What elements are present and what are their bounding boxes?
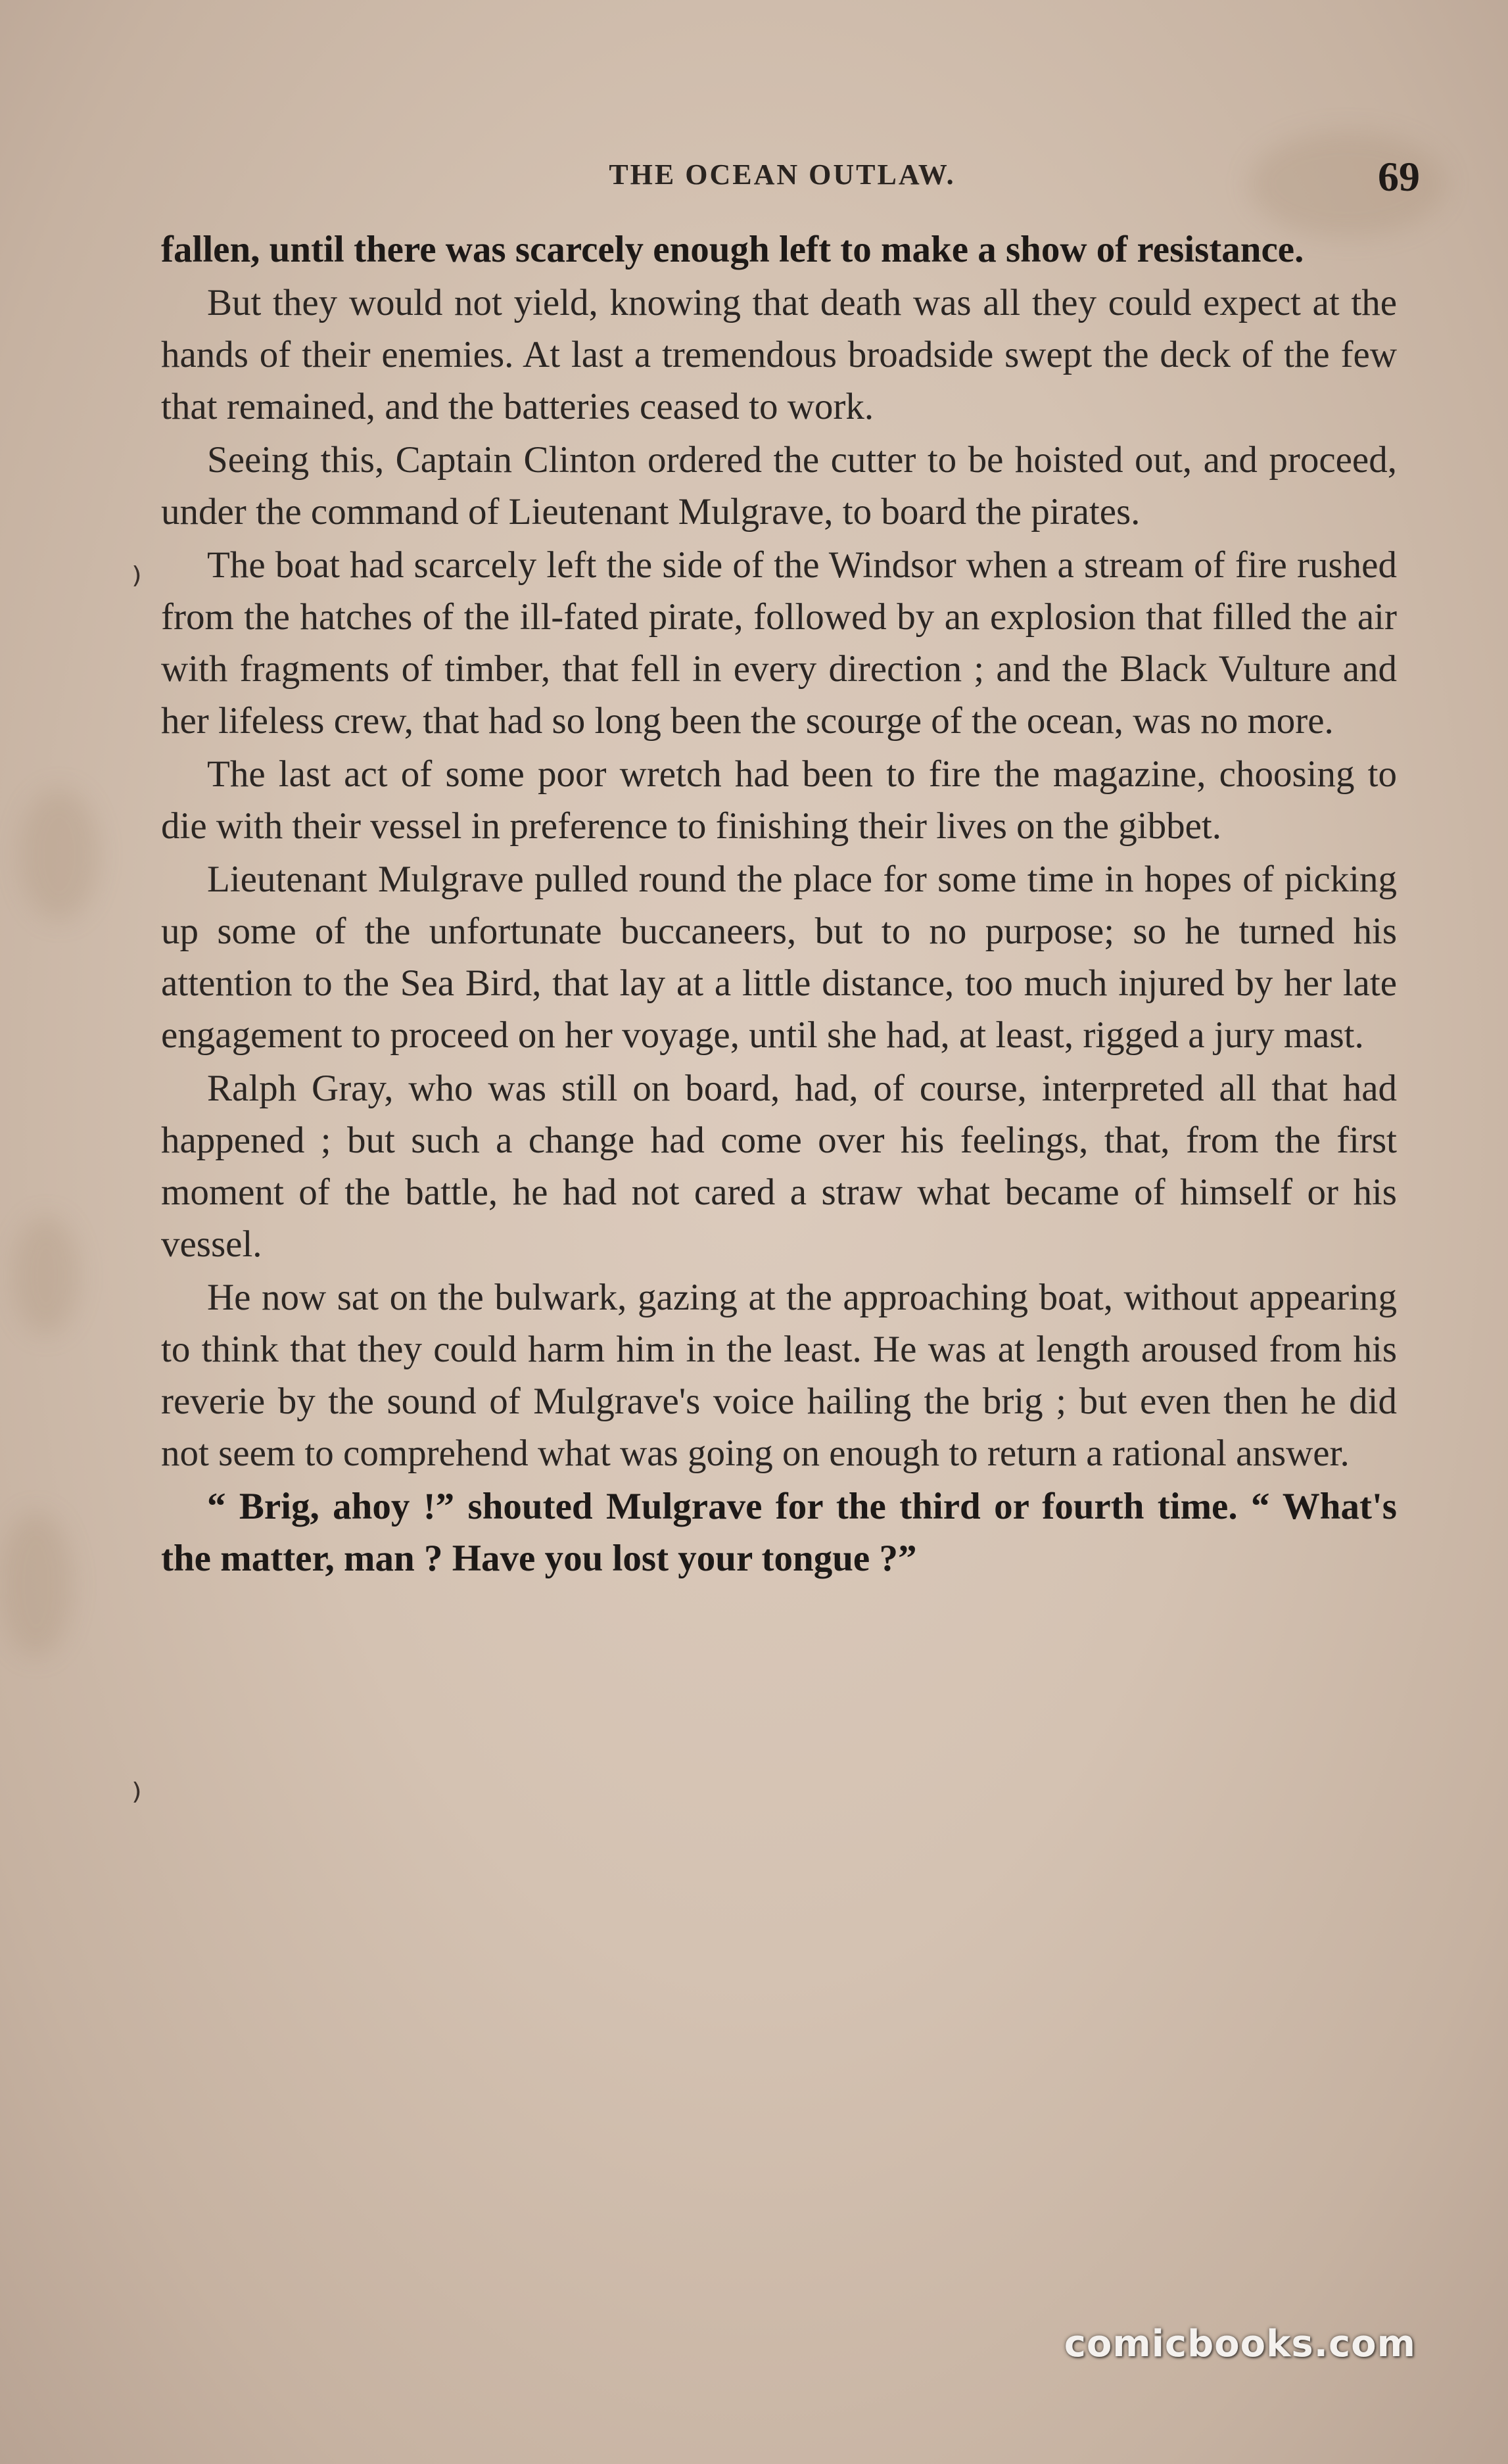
paragraph-1: fallen, until there was scarcely enough left to make a show of resistance. [161,229,1304,270]
paper-stain [0,1512,72,1657]
paragraph-5: The last act of some poor wretch had been to fire the magazine, choosing to die with their vessel in preference to finishing their lives on the gibbet. [161,753,1397,847]
paragraph-7: Ralph Gray, who was still on board, had, of course, interpreted all that had happened ; but such a change had come over his feelings, that, from the first moment of the battle, he had not cared a straw what became of himself or his vessel. [161,1068,1397,1265]
page-header [158,153,1420,204]
margin-mark: ⁾ [131,1776,142,1822]
paper-stain [20,789,99,920]
watermark: comicbooks.com [1064,2323,1416,2365]
body-text [161,224,1397,1586]
paragraph-4: The boat had scarcely left the side of the Windsor when a stream of fire rushed from the hatches of the ill-fated pirate, followed by an explosion that filled the air with fragments of timber, that fell in every direction ; and the Black Vulture and her lifeless crew, that had so long been the scourge of the ocean, was no more. [161,544,1397,742]
running-head: THE OCEAN OUTLAW. [609,158,956,191]
paragraph-3: Seeing this, Captain Clinton ordered the cutter to be hoisted out, and proceed, under the command of Lieutenant Mulgrave, to board the pirates. [161,439,1397,533]
paragraph-9: “ Brig, ahoy !” shouted Mulgrave for the third or fourth time. “ What's the matter, man ? Have you lost your tongue ?” [161,1486,1397,1579]
page-number: 69 [1378,153,1420,200]
margin-mark: ⁾ [131,559,142,606]
paragraph-2: But they would not yield, knowing that death was all they could expect at the hands of their enemies. At last a tremendous broadside swept the deck of the few that remained, and the batteries ceased to work. [161,282,1397,427]
paragraph-6: Lieutenant Mulgrave pulled round the place for some time in hopes of picking up some of the unfortunate buccaneers, but to no purpose; so he turned his attention to the Sea Bird, that lay at a little distance, too much injured by her late engagement to proceed on her voyage, until she had, at least, rigged a jury mast. [161,859,1397,1056]
paper-stain [13,1216,79,1335]
paragraph-8: He now sat on the bulwark, gazing at the approaching boat, without appearing to think that they could harm him in the least. He was at length aroused from his reverie by the sound of Mulgrave's voice hailing the brig ; but even then he did not seem to comprehend what was going on enough to return a rational answer. [161,1277,1397,1474]
